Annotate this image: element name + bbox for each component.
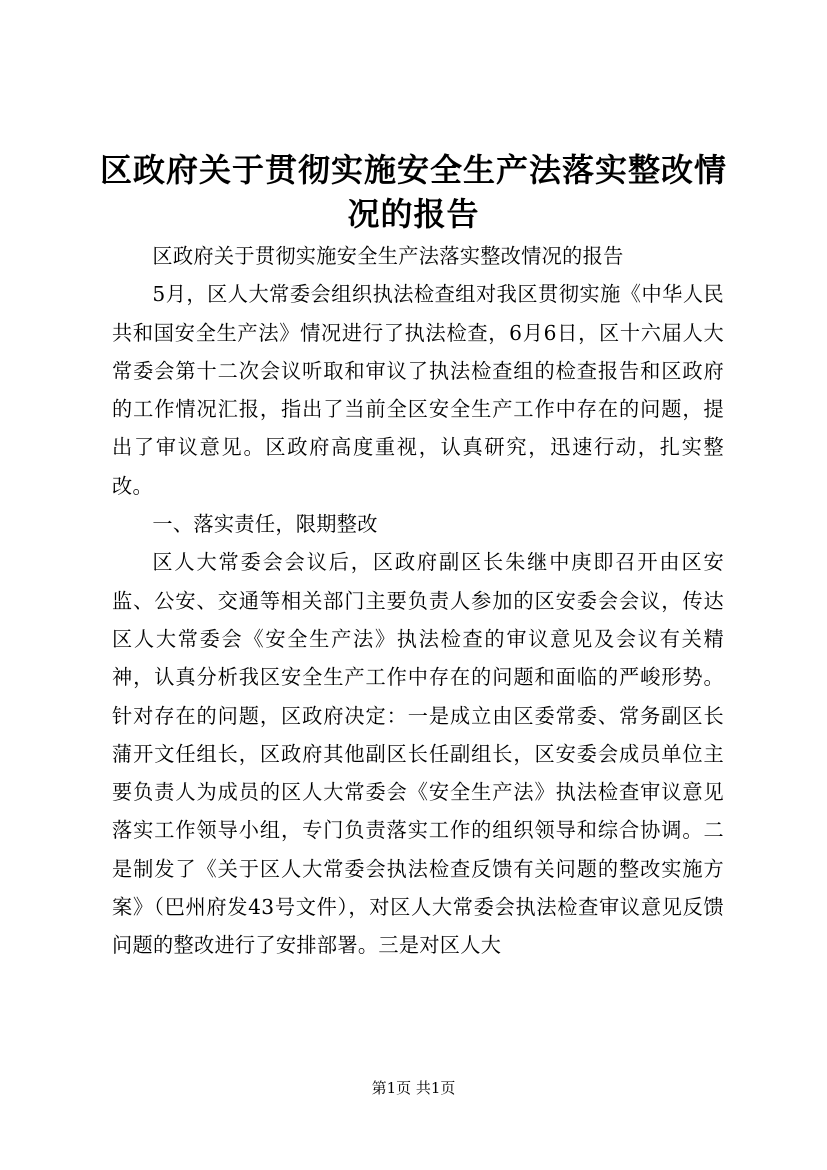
section-heading: 一、落实责任，限期整改 xyxy=(152,512,378,537)
paragraph-section-one: 区人大常委会会议后，区政府副区长朱继中庚即召开由区安监、公安、交通等相关部门主要负责人参加的区安委会会议，传达区人大常委会《安全生产法》执法检查的审议意见及会议有关精神，认真分析我区安全生产工作中存在的问题和面临的严峻形势。针对存在的问题，区政府决定：一是成立由区委常委、常务副区长蒲开文任组长，区政府其他副区长任副组长，区安委会成员单位主要负责人为成员的区人大常委会《安全生产法》执法检查审议意见落实工作领导小组，专门负责落实工作的组织领导和综合协调。二是制发了《关于区人大常委会执法检查反馈有关问题的整改实施方案》（巴州府发43号文件），对区人大常委会执法检查审议意见反馈问题的整改进行了安排部署。三是对区人大 xyxy=(112,550,724,958)
page-footer: 第1页 共1页 xyxy=(371,1079,456,1097)
document-title: 区政府关于贯彻实施安全生产法落实整改情况的报告 xyxy=(100,151,728,233)
paragraph-subtitle: 区政府关于贯彻实施安全生产法落实整改情况的报告 xyxy=(152,244,624,268)
paragraph-intro: 5月，区人大常委会组织执法检查组对我区贯彻实施《中华人民共和国安全生产法》情况进行了执法检查，6月6日，区十六届人大常委会第十二次会议听取和审议了执法检查组的检查报告和区政府的工作情况汇报，指出了当前全区安全生产工作中存在的问题，提出了审议意见。区政府高度重视，认真研究，迅速行动，扎实整改。 xyxy=(112,282,724,498)
document-body xyxy=(112,237,724,965)
